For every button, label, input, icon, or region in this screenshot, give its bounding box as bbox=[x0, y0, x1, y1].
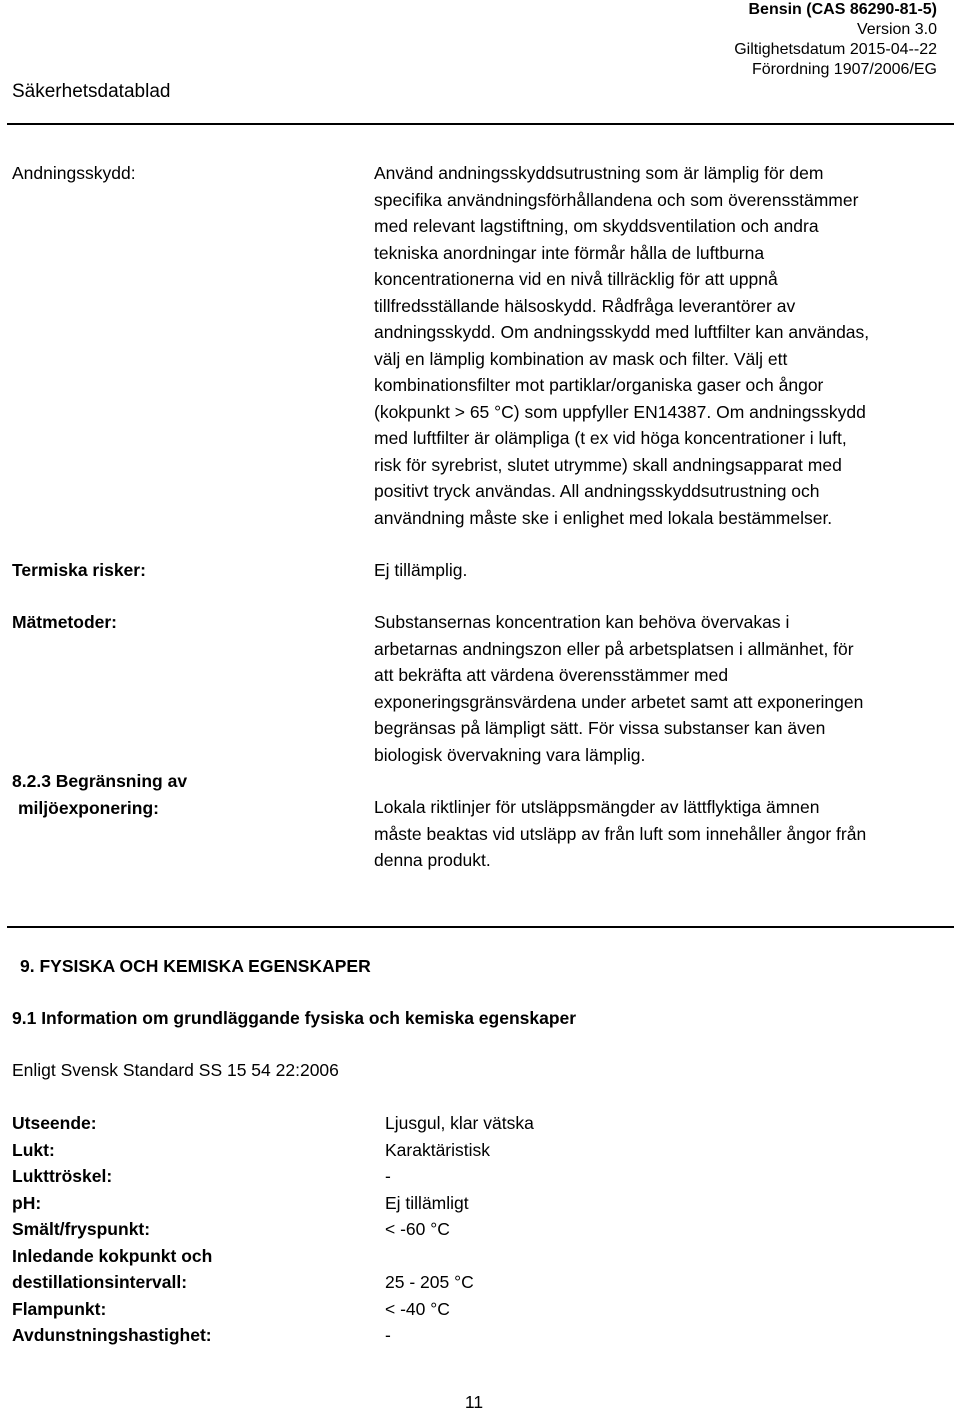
document-header-info bbox=[734, 0, 937, 80]
version-text: Version 3.0 bbox=[856, 21, 937, 38]
text-measurement-methods: Substansernas koncentration kan behöva övervakas i arbetarnas andningszon eller på arbetsplatsen i allmänhet, för att bekräfta att värdena överensstämmer med exponeringsgränsvärdena under arbetet samt att exponeringen begränsas på lämpligt sätt. För vissa substanser kan även biologisk övervakning vara lämplig. bbox=[374, 612, 864, 765]
label-respiratory-protection: Andningsskydd: bbox=[12, 163, 136, 183]
document-title: Säkerhetsdatablad bbox=[12, 81, 171, 102]
property-key: Lukttröskel: bbox=[12, 1166, 113, 1186]
property-row bbox=[12, 1296, 912, 1323]
label-environmental-exposure-line2: miljöexponering: bbox=[18, 797, 159, 818]
regulation-text: Förordning 1907/2006/EG bbox=[751, 61, 937, 78]
properties-table bbox=[12, 1110, 912, 1349]
standard-reference: Enligt Svensk Standard SS 15 54 22:2006 bbox=[12, 1060, 339, 1080]
property-value: Ljusgul, klar vätska bbox=[385, 1113, 534, 1133]
property-row bbox=[12, 1137, 912, 1164]
property-value: < -60 °C bbox=[385, 1219, 450, 1239]
text-environmental-exposure: Lokala riktlinjer för utsläppsmängder av lättflyktiga ämnen måste beaktas vid utsläpp av från luft som innehåller ångor från denna produkt. bbox=[374, 797, 867, 870]
property-value: < -40 °C bbox=[385, 1298, 450, 1319]
text-thermal-hazards: Ej tillämplig. bbox=[374, 560, 468, 580]
section-9-title: 9. FYSISKA OCH KEMISKA EGENSKAPER bbox=[20, 956, 371, 976]
property-value: 25 - 205 °C bbox=[385, 1272, 474, 1292]
section-divider bbox=[7, 926, 954, 928]
label-thermal-hazards: Termiska risker: bbox=[12, 560, 146, 580]
property-key: Avdunstningshastighet: bbox=[12, 1325, 212, 1345]
property-row bbox=[12, 1110, 912, 1137]
property-key: destillationsintervall: bbox=[12, 1272, 188, 1292]
property-row bbox=[12, 1163, 912, 1190]
property-key: pH: bbox=[12, 1192, 42, 1213]
property-row bbox=[12, 1243, 912, 1270]
property-key: Inledande kokpunkt och bbox=[12, 1245, 213, 1266]
property-value: - bbox=[385, 1166, 391, 1186]
property-key: Utseende: bbox=[12, 1113, 97, 1133]
header-divider bbox=[7, 123, 954, 125]
validity-date: Giltighetsdatum 2015-04--22 bbox=[734, 41, 937, 58]
property-row bbox=[12, 1322, 912, 1349]
label-measurement-methods: Mätmetoder: bbox=[12, 612, 118, 632]
property-row bbox=[12, 1190, 912, 1217]
section-9-1-subtitle: 9.1 Information om grundläggande fysiska och kemiska egenskaper bbox=[12, 1008, 577, 1028]
property-key: Lukt: bbox=[12, 1139, 55, 1160]
property-row bbox=[12, 1269, 912, 1296]
property-key: Smält/fryspunkt: bbox=[12, 1219, 151, 1239]
property-value: Karaktäristisk bbox=[385, 1139, 491, 1160]
label-environmental-exposure-line1: 8.2.3 Begränsning av bbox=[12, 771, 188, 791]
property-key: Flampunkt: bbox=[12, 1298, 107, 1319]
property-row bbox=[12, 1216, 912, 1243]
label-environmental-exposure bbox=[12, 768, 187, 821]
text-respiratory-protection: Använd andningsskyddsutrustning som är lämplig för dem specifika användningsförhållandena och som överensstämmer med relevant lagstiftning, om skyddsventilation och andra tekniska anordningar inte förmår hålla de luftburna koncentrationerna vid en nivå tillräcklig för att uppnå tillfredsställande hälsoskydd. Rådfråga leverantörer av andningsskydd. Om andningsskydd med luftfilter kan användas, välj en lämplig kombination av mask och filter. Välj ett kombinationsfilter mot partiklar/organiska gaser och ångor (kokpunkt > 65 °C) som uppfyller EN14387. Om andningsskydd med luftfilter är olämpliga (t ex vid höga koncentrationer i luft, risk för syrebrist, slutet utrymme) skall andningsapparat med positivt tryck användas. All andningsskyddsutrustning och användning måste ske i enlighet med lokala bestämmelser. bbox=[374, 163, 870, 528]
property-value: Ej tillämligt bbox=[385, 1192, 469, 1213]
page-number: 11 bbox=[464, 1392, 484, 1412]
property-value: - bbox=[385, 1325, 391, 1345]
product-name: Bensin (CAS 86290-81-5) bbox=[748, 1, 937, 18]
